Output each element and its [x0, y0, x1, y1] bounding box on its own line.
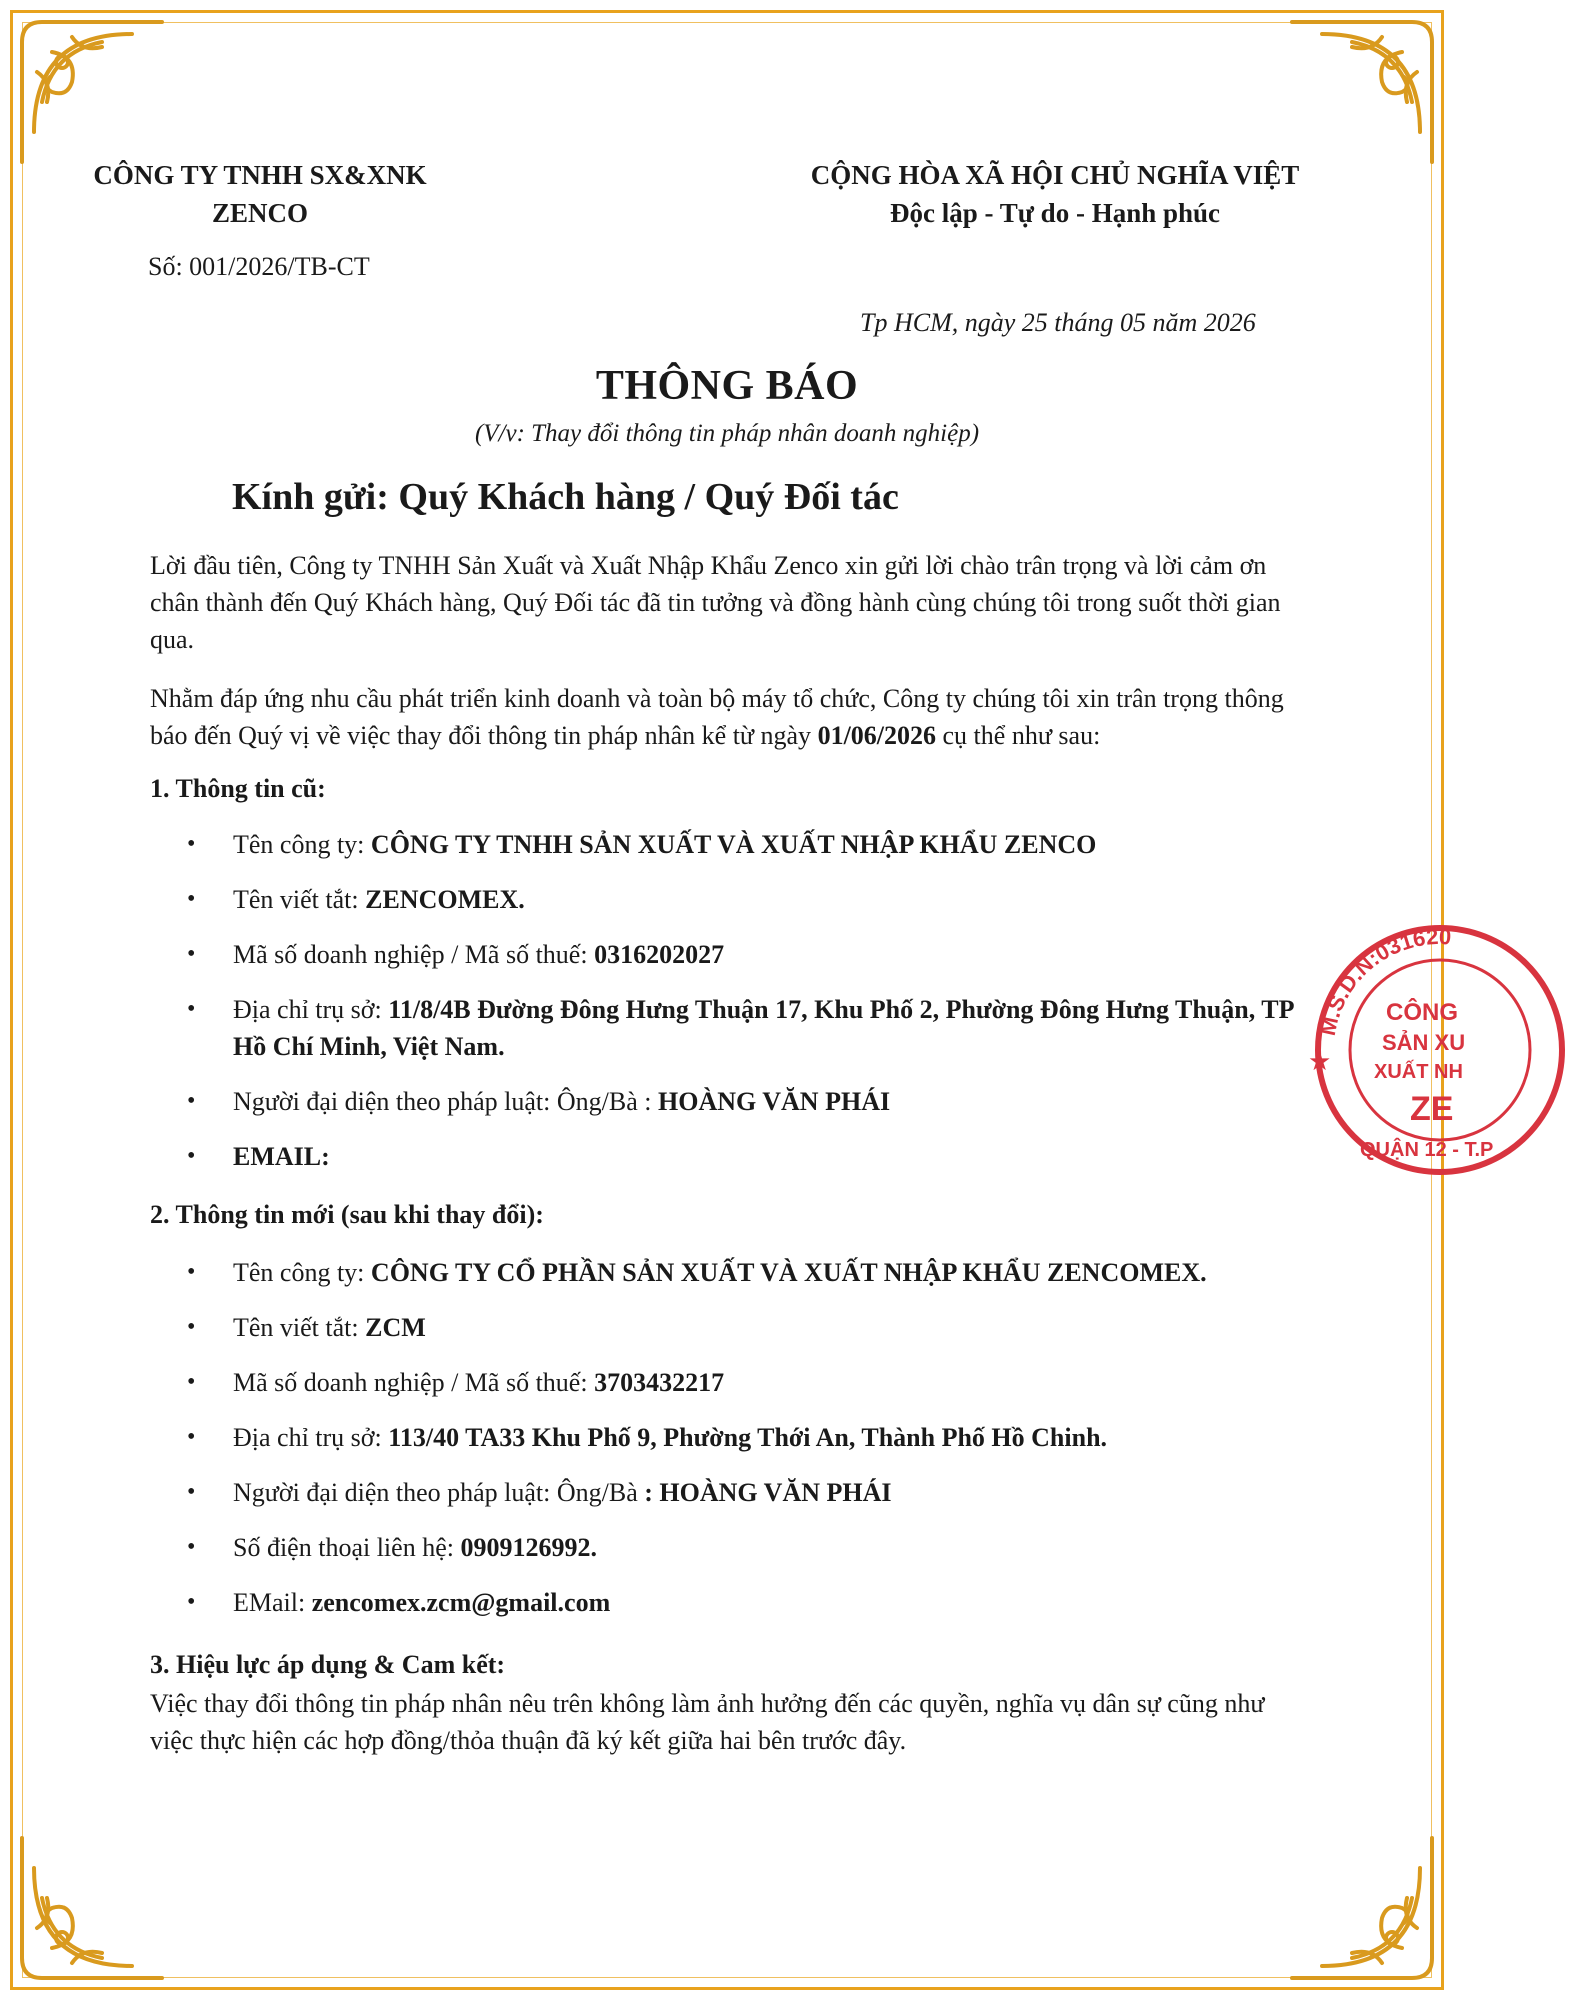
old-info-list [150, 826, 1310, 1193]
list-item [150, 1083, 1310, 1120]
list-item [150, 991, 1310, 1065]
item-value: ZENCOMEX. [365, 885, 525, 914]
company-name-line1: CÔNG TY TNHH SX&XNK [93, 160, 427, 190]
list-item [150, 1419, 1310, 1456]
effective-date: 01/06/2026 [817, 721, 937, 750]
old-info-heading: 1. Thông tin cũ: [150, 774, 326, 803]
document-subject: (V/v: Thay đổi thông tin pháp nhân doanh nghiệp) [474, 420, 980, 447]
svg-text:★: ★ [1308, 1046, 1332, 1076]
item-label: Tên viết tắt: [233, 1313, 366, 1342]
item-label: Mã số doanh nghiệp / Mã số thuế: [233, 1368, 595, 1397]
svg-text:SẢN XU: SẢN XU [1382, 1030, 1466, 1055]
svg-text:M.S.D.N:031620: M.S.D.N:031620 [1314, 923, 1452, 1038]
item-label: Người đại diện theo pháp luật: Ông/Bà [233, 1478, 645, 1507]
item-value: CÔNG TY CỔ PHẦN SẢN XUẤT VÀ XUẤT NHẬP KHẨU ZENCOMEX. [370, 1258, 1207, 1287]
intro-paragraph: Lời đầu tiên, Công ty TNHH Sản Xuất và Xuất Nhập Khẩu Zenco xin gửi lời chào trân trọng và lời cảm ơn chân thành đến Quý Khách hàng, Quý Đối tác đã tin tưởng và đồng hành cùng chúng tôi trong suốt thời gian qua. [150, 551, 1281, 654]
greeting: Kính gửi: Quý Khách hàng / Quý Đối tác [232, 476, 899, 518]
item-value: 11/8/4B Đường Đông Hưng Thuận 17, Khu Phố 2, Phường Đông Hưng Thuận, TP Hồ Chí Minh, Việt Nam. [233, 995, 1294, 1061]
nation-name: CỘNG HÒA XÃ HỘI CHỦ NGHĨA VIỆT [810, 160, 1300, 190]
effect-heading: 3. Hiệu lực áp dụng & Cam kết: [150, 1650, 506, 1679]
list-item [150, 936, 1310, 973]
item-label: Tên công ty: [233, 830, 371, 859]
new-info-list [150, 1254, 1310, 1639]
list-item [150, 881, 1310, 918]
item-value: 0316202027 [594, 940, 725, 969]
item-value: 113/40 TA33 Khu Phố 9, Phường Thới An, Thành Phố Hồ Chinh. [388, 1423, 1108, 1452]
notice-text-before: Nhằm đáp ứng nhu cầu phát triển kinh doanh và toàn bộ máy tổ chức, Công ty chúng tôi xin trân trọng thông báo đến Quý vị về việc thay đổi thông tin pháp nhân kể từ ngày [150, 684, 1284, 750]
item-value: HOÀNG VĂN PHÁI [658, 1087, 891, 1116]
item-label: Mã số doanh nghiệp / Mã số thuế: [233, 940, 595, 969]
corner-ornament-top-left [12, 12, 172, 172]
document-title: THÔNG BÁO [595, 363, 859, 409]
company-name-line2: ZENCO [211, 198, 309, 228]
effect-paragraph: Việc thay đổi thông tin pháp nhân nêu trên không làm ảnh hưởng đến các quyền, nghĩa vụ dân sự cũng như việc thực hiện các hợp đồng/thỏa thuận đã ký kết giữa hai bên trước đây. [150, 1689, 1265, 1755]
list-item [150, 1364, 1310, 1401]
list-item [150, 1474, 1310, 1511]
item-value: EMAIL: [233, 1142, 330, 1171]
svg-text:XUẤT NH: XUẤT NH [1374, 1061, 1463, 1083]
notice-paragraph [150, 680, 1310, 754]
item-value: zencomex.zcm@gmail.com [311, 1588, 611, 1617]
corner-ornament-bottom-left [12, 1828, 172, 1988]
new-info-heading: 2. Thông tin mới (sau khi thay đổi): [150, 1200, 544, 1229]
document-date: Tp HCM, ngày 25 tháng 05 năm 2026 [860, 308, 1256, 337]
item-label: Số điện thoại liên hệ: [233, 1533, 461, 1562]
item-label: Người đại diện theo pháp luật: Ông/Bà : [233, 1087, 658, 1116]
company-seal [1290, 920, 1494, 1180]
item-label: Địa chỉ trụ sở: [233, 1423, 389, 1452]
notice-text-after: cụ thể như sau: [936, 721, 1101, 750]
list-item [150, 1529, 1310, 1566]
list-item [150, 1584, 1310, 1621]
item-label: EMail: [233, 1588, 312, 1617]
document-number: Số: 001/2026/TB-CT [148, 252, 370, 281]
item-value: ZCM [365, 1313, 426, 1342]
list-item [150, 1254, 1310, 1291]
item-value: CÔNG TY TNHH SẢN XUẤT VÀ XUẤT NHẬP KHẨU ZENCO [370, 830, 1097, 859]
svg-text:ZE: ZE [1410, 1090, 1454, 1128]
company-name-header [60, 156, 460, 232]
list-item [150, 826, 1310, 863]
item-value: 0909126992. [460, 1533, 597, 1562]
svg-text:QUẬN 12 - T.P: QUẬN 12 - T.P [1360, 1139, 1494, 1161]
svg-text:CÔNG: CÔNG [1386, 999, 1458, 1026]
item-value: 3703432217 [594, 1368, 725, 1397]
item-label: Địa chỉ trụ sở: [233, 995, 389, 1024]
seal-graphic [1290, 920, 1590, 1180]
item-value: : HOÀNG VĂN PHÁI [644, 1478, 892, 1507]
corner-ornament-top-right [1282, 12, 1442, 172]
national-motto: Độc lập - Tự do - Hạnh phúc [889, 198, 1221, 228]
list-item [150, 1309, 1310, 1346]
list-item [150, 1138, 1310, 1175]
corner-ornament-bottom-right [1282, 1828, 1442, 1988]
national-motto-header [770, 156, 1340, 232]
item-label: Tên viết tắt: [233, 885, 366, 914]
item-label: Tên công ty: [233, 1258, 371, 1287]
